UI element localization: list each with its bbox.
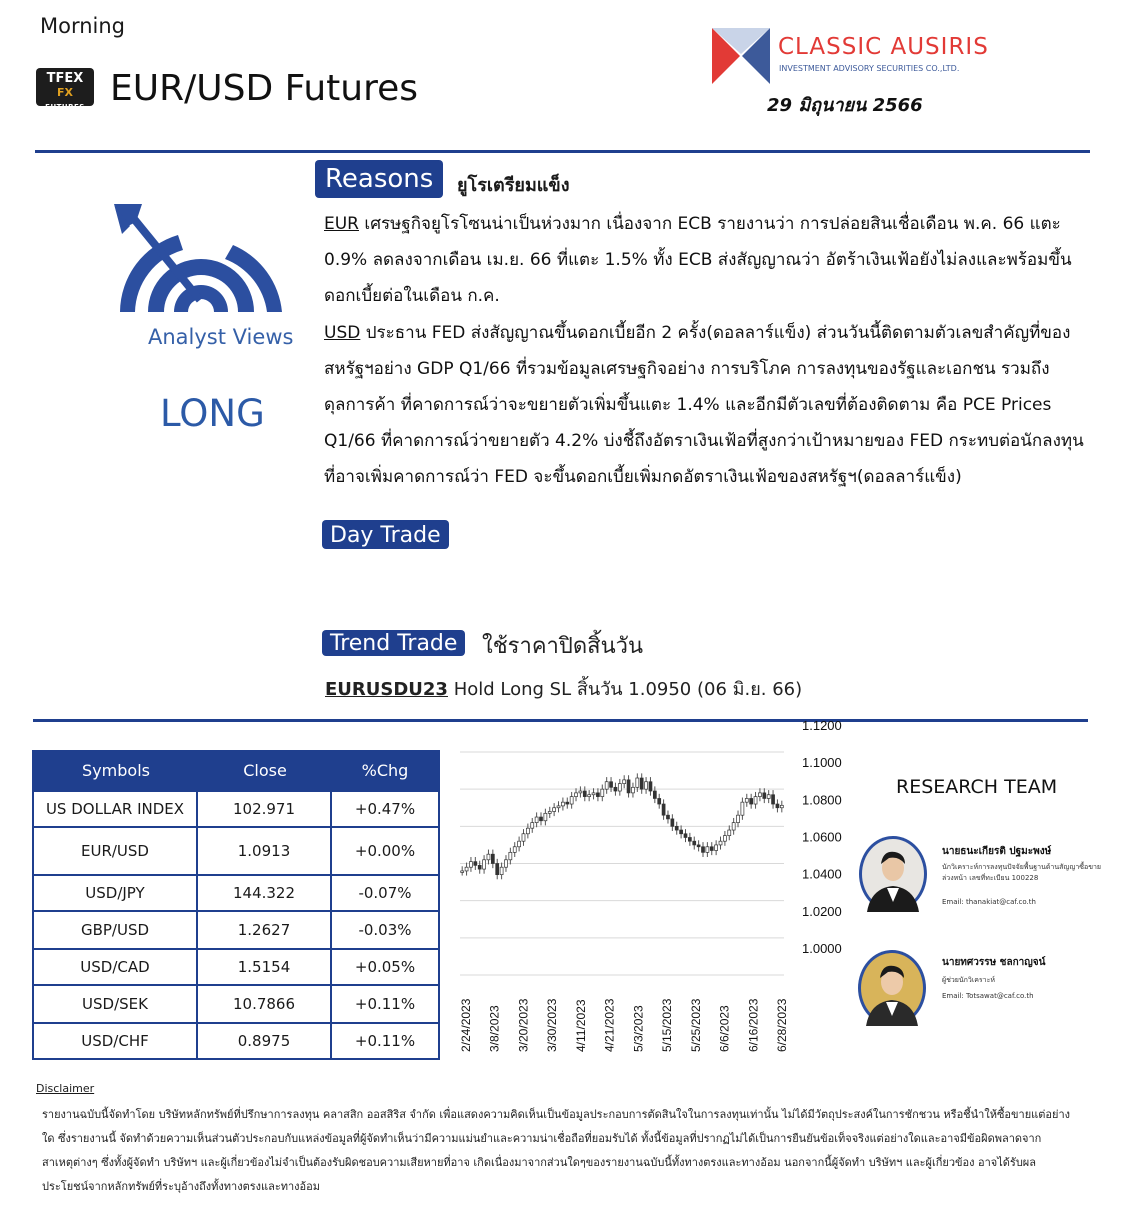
cell-chg: +0.11% (354, 995, 416, 1013)
edition-label: Morning (40, 14, 126, 38)
cell-symbol: EUR/USD (34, 828, 198, 874)
candle-body (596, 793, 599, 797)
candle-body (610, 782, 613, 788)
cell-chg: +0.00% (354, 842, 416, 860)
candle-body (548, 811, 551, 813)
candle-body (478, 865, 481, 869)
y-tick-label: 1.1000 (802, 755, 842, 771)
section-divider (33, 719, 1088, 722)
candle-body (553, 808, 556, 812)
candle-body (583, 791, 586, 797)
eur-text: เศรษฐกิจยูโรโซนน่าเป็นห่วงมาก เนื่องจาก ECB รายงานว่า การปล่อยสินเชื่อเดือน พ.ค. 66 แตะ 0.9% ลดลงจากเดือน เม.ย. 66 ที่แตะ 1.5% ทั้ง ECB ส่งสัญญาณว่า อัตร้าเงินเฟ้อยังไม่ลงและพร้อมขึ้นดอกเบี้ยต่อในเดือน ก.ค. (324, 214, 1072, 306)
candle-body (671, 819, 674, 826)
candle-body (697, 845, 700, 847)
candle-body (732, 823, 735, 830)
tfex-logo (36, 68, 94, 111)
candle-body (487, 854, 490, 860)
table-row (34, 874, 438, 910)
brand-subtitle: INVESTMENT ADVISORY SECURITIES CO.,LTD. (779, 64, 960, 73)
candle-body (518, 841, 521, 847)
candle-body (461, 871, 464, 873)
candle-body (754, 797, 757, 804)
candle-body (491, 854, 494, 863)
candle-body (601, 789, 604, 796)
candle-body (684, 834, 687, 838)
candle-body (588, 795, 591, 797)
table-row (34, 1022, 438, 1058)
brand-name: CLASSIC AUSIRIS (778, 34, 989, 60)
target-arrow-icon (108, 200, 293, 315)
candle-body (500, 867, 503, 874)
candle-body (496, 864, 499, 875)
day-trade-tag: Day Trade (322, 520, 449, 549)
candle-body (627, 780, 630, 793)
analyst-views-label: Analyst Views (148, 325, 294, 349)
table-row (34, 790, 438, 826)
cell-symbol: USD/CAD (34, 950, 198, 984)
fx-table (32, 750, 440, 1060)
candle-body (772, 795, 775, 804)
candle-body (504, 860, 507, 867)
candle-body (662, 804, 665, 815)
candle-body (557, 806, 560, 808)
cell-close: 1.2627 (198, 912, 332, 948)
table-row (34, 910, 438, 948)
table-row (34, 984, 438, 1022)
member-email: Email: thanakiat@caf.co.th (942, 898, 1036, 906)
candle-body (614, 787, 617, 791)
member-role: ผู้ช่วยนักวิเคราะห์ (942, 976, 995, 984)
trend-trade-subtitle: ใช้ราคาปิดสิ้นวัน (482, 634, 644, 659)
x-tick-label: 2/24/2023 (459, 998, 473, 1052)
candle-body (688, 837, 691, 841)
candle-body (531, 823, 534, 829)
logo-line2: FX (57, 86, 73, 99)
candle-body (737, 815, 740, 822)
candle-body (723, 836, 726, 842)
reasons-headline: ยูโรเตรียมแข็ง (457, 175, 570, 196)
candle-body (666, 815, 669, 819)
candle-body (763, 793, 766, 799)
candle-body (575, 793, 578, 797)
cell-chg: +0.47% (354, 800, 416, 818)
candle-body (741, 802, 744, 815)
candle-body (719, 841, 722, 845)
candle-body (745, 798, 748, 802)
reasons-tag: Reasons (315, 160, 443, 198)
x-tick-label: 5/15/2023 (660, 998, 675, 1052)
x-tick-label: 6/6/2023 (717, 1005, 732, 1052)
research-team-title: RESEARCH TEAM (896, 776, 1058, 798)
candle-body (483, 860, 486, 869)
x-tick-label: 3/8/2023 (487, 1005, 502, 1052)
table-row (34, 826, 438, 874)
x-tick-label: 5/25/2023 (688, 998, 703, 1052)
brand-logo-icon (710, 26, 772, 86)
cell-close: 1.0913 (198, 828, 332, 874)
candle-body (469, 862, 472, 868)
cell-symbol: USD/SEK (34, 986, 198, 1022)
trend-symbol: EURUSDU23 (325, 679, 448, 700)
candle-body (675, 826, 678, 830)
candle-body (640, 778, 643, 789)
usd-label: USD (324, 323, 361, 343)
disclaimer-title: Disclaimer (36, 1082, 95, 1095)
candle-body (623, 780, 626, 784)
cell-close: 0.8975 (198, 1024, 332, 1058)
cell-close: 10.7866 (198, 986, 332, 1022)
candle-body (706, 847, 709, 853)
candle-body (649, 782, 652, 791)
candle-body (566, 802, 569, 804)
cell-symbol: GBP/USD (34, 912, 198, 948)
cell-close: 1.5154 (198, 950, 332, 984)
member-name: นายธนะเกียรติ ปฐมะพงษ์ (942, 846, 1052, 857)
candle-body (750, 798, 753, 804)
avatar (859, 836, 927, 912)
x-tick-label: 4/21/2023 (602, 998, 617, 1052)
candle-body (540, 817, 543, 821)
usd-paragraph (324, 315, 1094, 495)
header-symbols: Symbols (82, 761, 150, 780)
eurusd-candlestick-chart (452, 718, 852, 1060)
cell-close: 102.971 (198, 792, 332, 826)
x-tick-label: 3/30/2023 (545, 998, 560, 1052)
candle-body (522, 834, 525, 841)
candle-body (776, 804, 779, 808)
cell-chg: -0.07% (358, 884, 412, 902)
logo-line3: FUTURES (45, 103, 85, 111)
candle-body (702, 847, 705, 853)
cell-chg: -0.03% (358, 921, 412, 939)
trend-text: Hold Long SL สิ้นวัน 1.0950 (06 มิ.ย. 66) (447, 679, 803, 700)
candle-body (579, 791, 582, 793)
candle-body (513, 847, 516, 853)
usd-text: ประธาน FED ส่งสัญญาณขึ้นดอกเบี้ยอีก 2 ครั้ง(ดอลลาร์แข็ง) ส่วนวันนี้ติดตามตัวเลขสำคัญที่ของสหรัฐฯอย่าง GDP Q1/66 ที่รวมข้อมูลเศรษฐกิจอย่าง การบริโภค การลงทุนของรัฐและเอกชน รวมถึงดุลการค้า ที่คาดการณ์ว่าจะขยายตัวเพิ่มขึ้นแตะ 1.4% และอีกมีตัวเลขที่ต้องติดตาม คือ PCE Prices Q1/66 ที่คาดการณ์ว่าขยายตัว 4.2% บ่งชี้ถึงอัตราเงินเฟ้อที่สูงกว่าเป้าหมายของ FED กระทบต่อนักลงทุนที่อาจเพิ่มคาดการณ์ว่า FED จะขึ้นดอกเบี้ยเพิ่มกดอัตราเงินเฟ้อของสหรัฐฯ(ดอลลาร์แข็ง) (324, 323, 1084, 487)
trend-trade-tag: Trend Trade (322, 630, 465, 656)
candle-body (474, 862, 477, 866)
candle-body (758, 793, 761, 797)
y-tick-label: 1.0600 (802, 829, 842, 845)
candle-body (561, 802, 564, 806)
y-tick-label: 1.1200 (802, 718, 842, 733)
y-tick-label: 1.0200 (802, 903, 842, 919)
page-title: EUR/USD Futures (110, 68, 419, 109)
table-header (34, 752, 438, 790)
candle-body (767, 795, 770, 799)
member-role: นักวิเคราะห์การลงทุนปัจจัยพื้นฐานด้านสัญญาซื้อขายล่วงหน้า เลขที่ทะเบียน 100228 (942, 863, 1102, 882)
candle-body (693, 841, 696, 845)
candle-body (636, 778, 639, 787)
x-tick-label: 5/3/2023 (631, 1005, 646, 1052)
header-chg: %Chg (361, 761, 409, 780)
cell-symbol: USD/CHF (34, 1024, 198, 1058)
candle-body (618, 784, 621, 791)
disclaimer-text: รายงานฉบับนี้จัดทำโดย บริษัทหลักทรัพย์ที่ปรึกษาการลงทุน คลาสสิก ออสสิริส จำกัด เพื่อแสดงความคิดเห็นเป็นข้อมูลประกอบการตัดสินใจในการลงทุนเท่านั้น ไม่ได้มีวัตถุประสงค์ในการชักชวน หรือชี้นำให้ซื้อขายแต่อย่างใด ซึ่งรายงานนี้ จัดทำด้วยความเห็นส่วนตัวประกอบกับแหล่งข้อมูลที่ผู้จัดทำเห็นว่ามีความแม่นยำและความน่าเชื่อถือที่ยอมรับได้ ทั้งนี้ข้อมูลที่ปรากฏไม่ได้เป็นการยืนยันข้อเท็จจริงแต่อย่างใดและอาจมีข้อผิดพลาดจากสาเหตุต่างๆ ซึ่งทั้งผู้จัดทำ บริษัทฯ และผู้เกี่ยวข้องไม่จำเป็นต้องรับผิดชอบความเสียหายที่อาจ เกิดเนื่องมาจากส่วนใดๆของรายงานฉบับนี้ทั้งทางตรงและทางอ้อม นอกจากนี้ผู้จัดทำ บริษัทฯ และผู้เกี่ยวข้อง อาจได้รับผลประโยชน์จากหลักทรัพย์ที่ระบุอ้างถึงทั้งทางตรงและทางอ้อม (42, 1108, 1071, 1193)
candle-body (509, 852, 512, 859)
header-divider (35, 150, 1090, 153)
x-tick-label: 3/20/2023 (516, 998, 531, 1052)
cell-chg: +0.11% (354, 1032, 416, 1050)
table-row (34, 948, 438, 984)
logo-line1: TFEX (46, 71, 84, 86)
cell-chg: +0.05% (354, 958, 416, 976)
candle-body (715, 845, 718, 851)
member-email: Email: Totsawat@caf.co.th (942, 992, 1034, 1000)
candle-body (645, 782, 648, 789)
candle-body (605, 782, 608, 789)
eur-label: EUR (324, 214, 359, 234)
trend-trade-position (325, 674, 802, 703)
avatar (858, 950, 926, 1026)
eur-paragraph (324, 206, 1094, 314)
candle-body (680, 830, 683, 834)
candle-body (526, 828, 529, 834)
y-tick-label: 1.0000 (802, 941, 842, 956)
candle-body (728, 830, 731, 836)
x-tick-label: 6/16/2023 (746, 998, 761, 1052)
candle-body (710, 847, 713, 851)
candle-body (780, 805, 783, 807)
candle-body (570, 797, 573, 804)
candle-body (653, 791, 656, 798)
candle-body (465, 867, 468, 871)
x-tick-label: 4/11/2023 (573, 999, 588, 1052)
y-tick-label: 1.0800 (802, 792, 842, 808)
candle-body (592, 793, 595, 795)
cell-symbol: US DOLLAR INDEX (34, 792, 198, 826)
cell-symbol: USD/JPY (34, 876, 198, 910)
cell-close: 144.322 (198, 876, 332, 910)
x-tick-label: 6/28/2023 (775, 998, 789, 1052)
candle-body (544, 813, 547, 820)
analyst-view-value: LONG (160, 392, 265, 435)
report-date: 29 มิถุนายน 2566 (767, 95, 923, 116)
candle-body (658, 798, 661, 804)
y-tick-label: 1.0400 (802, 866, 842, 882)
candle-body (535, 817, 538, 823)
header-close: Close (243, 761, 287, 780)
member-name: นายทศวรรษ ชลกาญจน์ (942, 957, 1046, 968)
candle-body (631, 787, 634, 793)
